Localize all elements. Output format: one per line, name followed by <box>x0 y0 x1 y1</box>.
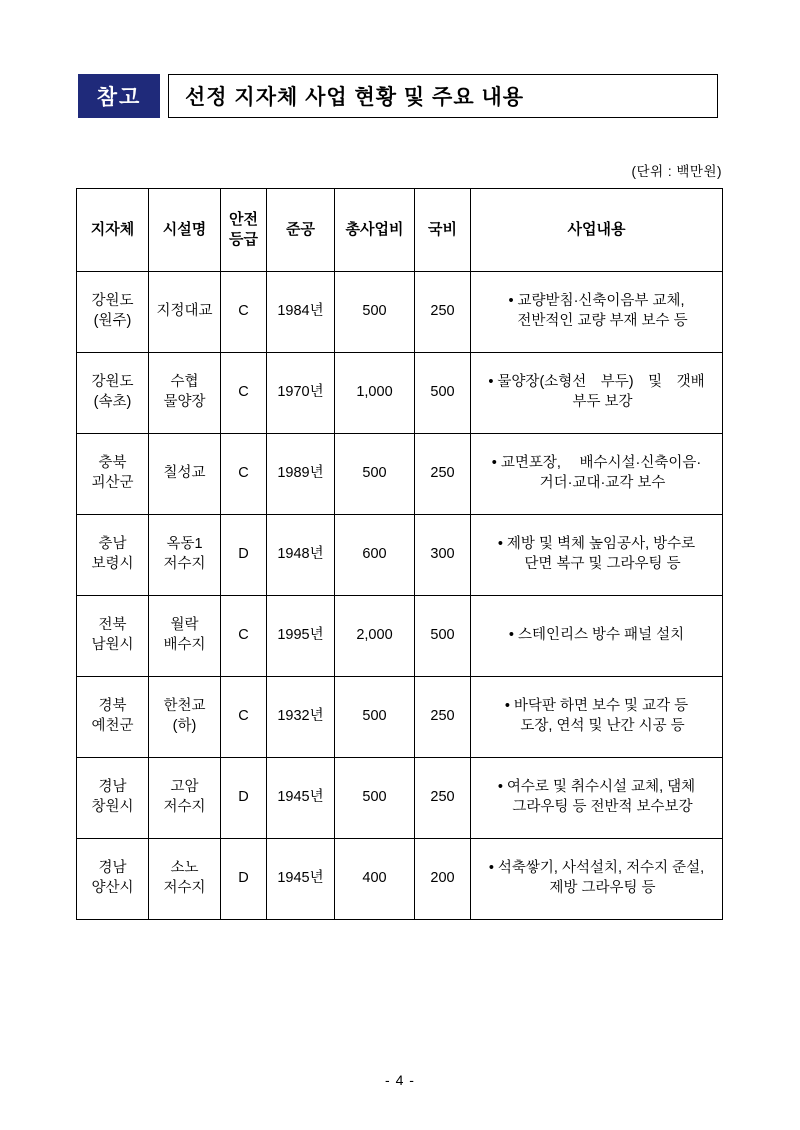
cell-region-line1: 강원도 <box>91 293 134 310</box>
cell-region-line2: 남원시 <box>91 637 134 653</box>
cell-national-fund: 250 <box>415 434 471 515</box>
cell-region <box>77 272 149 353</box>
cell-grade: C <box>221 434 267 515</box>
cell-completion: 1945년 <box>267 839 335 920</box>
cell-region-line2: 괴산군 <box>91 475 134 491</box>
cell-completion: 1970년 <box>267 353 335 434</box>
document-header <box>78 74 718 118</box>
cell-region-line2: 예천군 <box>91 718 134 734</box>
cell-facility-line1: 옥동1 <box>166 536 203 553</box>
cell-national-fund: 500 <box>415 596 471 677</box>
cell-description-line1: • 바닥판 하면 보수 및 교각 등 <box>474 697 719 717</box>
cell-region-line1: 경남 <box>98 860 127 877</box>
table-row <box>77 758 723 839</box>
cell-region <box>77 515 149 596</box>
cell-description-line1: • 물양장(소형선 부두) 및 갯배 <box>474 373 719 393</box>
cell-facility <box>149 677 221 758</box>
cell-description <box>471 434 723 515</box>
cell-description-line2: 전반적인 교량 부재 보수 등 <box>517 313 688 329</box>
cell-national-fund: 250 <box>415 272 471 353</box>
cell-description <box>471 677 723 758</box>
cell-total-cost: 500 <box>335 758 415 839</box>
cell-description-line1: • 석축쌓기, 사석설치, 저수지 준설, <box>474 859 719 879</box>
cell-facility-line2: 저수지 <box>163 799 206 815</box>
cell-description <box>471 758 723 839</box>
table-row <box>77 515 723 596</box>
cell-grade: D <box>221 515 267 596</box>
unit-note: (단위 : 백만원) <box>631 164 722 179</box>
cell-description <box>471 353 723 434</box>
column-header-description: 사업내용 <box>471 189 723 272</box>
cell-description-line2: 단면 복구 및 그라우팅 등 <box>524 556 681 572</box>
cell-national-fund: 500 <box>415 353 471 434</box>
column-header-total-cost: 총사업비 <box>335 189 415 272</box>
cell-region-line1: 경남 <box>98 779 127 796</box>
cell-description-line1: • 교량받침·신축이음부 교체, <box>474 292 719 312</box>
column-header-grade <box>221 189 267 272</box>
cell-total-cost: 600 <box>335 515 415 596</box>
cell-region-line2: 창원시 <box>91 799 134 815</box>
table-row <box>77 839 723 920</box>
cell-facility-line2: 물양장 <box>163 394 206 410</box>
cell-description-line1: • 제방 및 벽체 높임공사, 방수로 <box>474 535 719 555</box>
cell-description <box>471 839 723 920</box>
cell-description-line2: 제방 그라우팅 등 <box>549 880 656 896</box>
cell-region <box>77 677 149 758</box>
cell-description <box>471 596 723 677</box>
cell-description-line2: 거더·교대·교각 보수 <box>539 475 666 491</box>
cell-completion: 1948년 <box>267 515 335 596</box>
table-row <box>77 677 723 758</box>
cell-grade: C <box>221 596 267 677</box>
cell-grade: D <box>221 758 267 839</box>
cell-national-fund: 250 <box>415 758 471 839</box>
table-row <box>77 596 723 677</box>
cell-facility <box>149 596 221 677</box>
projects-table <box>76 188 723 920</box>
cell-region-line1: 전북 <box>98 617 127 634</box>
cell-facility <box>149 758 221 839</box>
cell-total-cost: 1,000 <box>335 353 415 434</box>
column-header-national-fund: 국비 <box>415 189 471 272</box>
cell-description-line1: • 스테인리스 방수 패널 설치 <box>474 626 719 646</box>
cell-grade: C <box>221 677 267 758</box>
cell-facility <box>149 515 221 596</box>
cell-national-fund: 250 <box>415 677 471 758</box>
cell-facility <box>149 839 221 920</box>
cell-facility-line1: 수협 <box>170 374 199 391</box>
cell-region <box>77 758 149 839</box>
cell-total-cost: 500 <box>335 272 415 353</box>
page-number: - 4 - <box>385 1072 415 1088</box>
cell-facility <box>149 353 221 434</box>
cell-total-cost: 500 <box>335 434 415 515</box>
cell-region-line1: 강원도 <box>91 374 134 391</box>
cell-region <box>77 839 149 920</box>
cell-description-line1: • 여수로 및 취수시설 교체, 댐체 <box>474 778 719 798</box>
cell-total-cost: 2,000 <box>335 596 415 677</box>
cell-description-line1: • 교면포장, 배수시설·신축이음· <box>474 454 719 474</box>
cell-total-cost: 400 <box>335 839 415 920</box>
cell-facility-line1: 칠성교 <box>163 465 206 482</box>
cell-description-line2: 그라우팅 등 전반적 보수보강 <box>512 799 693 815</box>
cell-facility <box>149 272 221 353</box>
cell-region <box>77 353 149 434</box>
table-row <box>77 272 723 353</box>
cell-completion: 1995년 <box>267 596 335 677</box>
cell-facility-line1: 고암 <box>170 779 199 796</box>
cell-region <box>77 596 149 677</box>
column-header-completion: 준공 <box>267 189 335 272</box>
cell-region-line2: (속초) <box>93 394 132 410</box>
page-title: 선정 지자체 사업 현황 및 주요 내용 <box>168 74 718 118</box>
cell-facility-line2: 배수지 <box>163 637 206 653</box>
cell-region-line2: 양산시 <box>91 880 134 896</box>
cell-completion: 1932년 <box>267 677 335 758</box>
cell-completion: 1984년 <box>267 272 335 353</box>
cell-total-cost: 500 <box>335 677 415 758</box>
table-row <box>77 353 723 434</box>
cell-facility <box>149 434 221 515</box>
table-header-row <box>77 189 723 272</box>
cell-region-line2: (원주) <box>93 313 132 329</box>
cell-national-fund: 200 <box>415 839 471 920</box>
cell-facility-line1: 지정대교 <box>156 303 213 320</box>
cell-description <box>471 272 723 353</box>
cell-completion: 1945년 <box>267 758 335 839</box>
cell-facility-line1: 월락 <box>170 617 199 634</box>
reference-badge: 참고 <box>78 74 160 118</box>
column-header-region: 지자체 <box>77 189 149 272</box>
column-header-grade-line2: 등급 <box>229 231 258 248</box>
cell-grade: C <box>221 272 267 353</box>
cell-grade: D <box>221 839 267 920</box>
cell-description <box>471 515 723 596</box>
cell-facility-line2: 저수지 <box>163 556 206 572</box>
cell-facility-line2: 저수지 <box>163 880 206 896</box>
cell-facility-line2: (하) <box>172 718 197 734</box>
cell-region-line1: 충북 <box>98 455 127 472</box>
table-row <box>77 434 723 515</box>
cell-description-line2: 부두 보강 <box>572 394 633 410</box>
cell-facility-line1: 한천교 <box>163 698 206 715</box>
cell-facility-line1: 소노 <box>170 860 199 877</box>
cell-national-fund: 300 <box>415 515 471 596</box>
cell-region-line1: 충남 <box>98 536 127 553</box>
column-header-grade-line1: 안전 <box>229 210 258 228</box>
cell-description-line2: 도장, 연석 및 난간 시공 등 <box>520 718 685 734</box>
cell-completion: 1989년 <box>267 434 335 515</box>
cell-region-line2: 보령시 <box>91 556 134 572</box>
cell-grade: C <box>221 353 267 434</box>
cell-region-line1: 경북 <box>98 698 127 715</box>
cell-region <box>77 434 149 515</box>
column-header-facility: 시설명 <box>149 189 221 272</box>
